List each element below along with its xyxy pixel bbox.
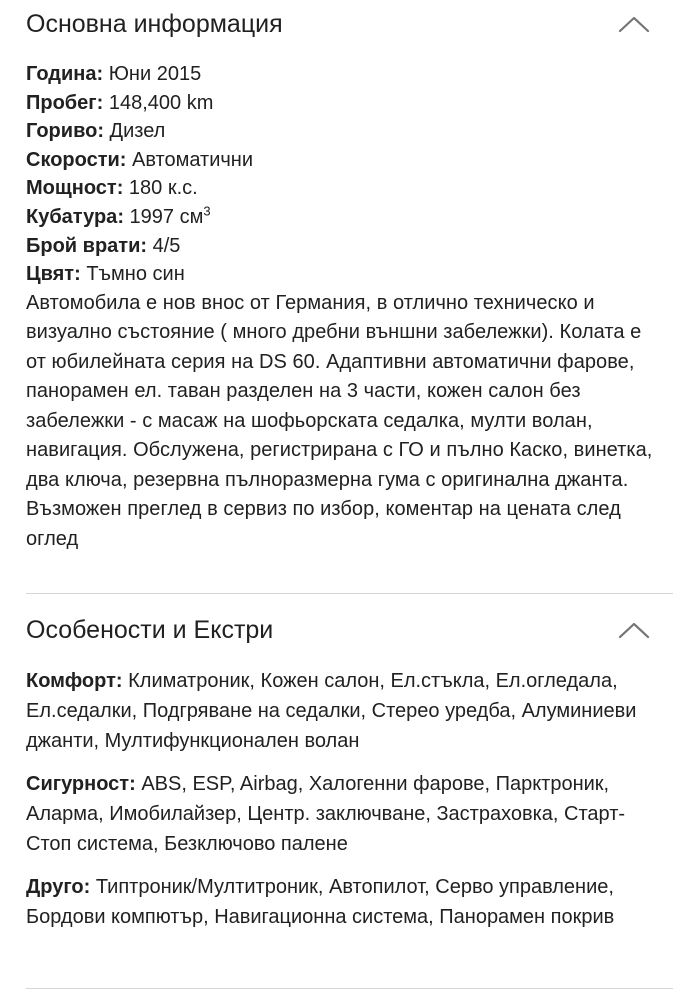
spec-year: Година: Юни 2015 (26, 63, 202, 85)
section-divider (26, 593, 673, 594)
spec-power: Мощност: 180 к.с. (26, 177, 198, 200)
extras-group-comfort: Комфорт: Климатроник, Кожен салон, Ел.стъкла, Ел.огледала, Ел.седалки, Подгряване на седалки, Стерео уредба, Алуминиеви джанти, Мултифункционален волан (26, 670, 637, 752)
extras-group-value: ABS, ESP, Airbag, Халогенни фарове, Парктроник, Аларма, Имобилайзер, Центр. заключване, Застраховка, Старт-Стоп система, Безключово палене (26, 773, 626, 855)
extras-title: Особености и Екстри (26, 615, 274, 644)
spec-label: Пробег (26, 91, 97, 114)
extras-group-value: Типтроник/Мултитроник, Автопилот, Серво управление, Бордови компютър, Навигационна система, Панорамен покрив (26, 876, 615, 928)
spec-value: 180 к.с. (128, 177, 198, 200)
extras-section (0, 606, 699, 945)
extras-group-label: Комфорт (26, 670, 116, 692)
spec-unit-superscript: 3 (203, 203, 211, 219)
extras-group-value: Климатроник, Кожен салон, Ел.стъкла, Ел.огледала, Ел.седалки, Подгряване на седалки, Стерео уредба, Алуминиеви джанти, Мултифункционален волан (26, 670, 637, 752)
extras-header[interactable] (26, 606, 673, 654)
spec-value: Дизел (109, 120, 166, 143)
extras-body (26, 666, 673, 932)
spec-value: Тъмно син (86, 263, 185, 286)
spec-label: Година (26, 63, 97, 85)
chevron-up-icon[interactable] (617, 14, 651, 34)
chevron-up-icon[interactable] (617, 620, 651, 640)
extras-group-label: Сигурност (26, 773, 130, 795)
spec-value: 4/5 (152, 234, 181, 257)
spec-value: Юни 2015 (108, 63, 202, 85)
spec-value: 148,400 km (108, 91, 214, 114)
spec-label: Гориво (26, 120, 98, 143)
listing-description: Автомобила е нов внос от Германия, в отлично техническо и визуално състояние ( много дребни външни забележки). Колата е от юбилейната серия на DS 60. Адаптивни автоматични фарове, панорамен ел. таван разделен на 3 части, кожен салон без забележки - с масаж на шофьорската седалка, мулти волан, навигация. Обслужена, регистрирана с ГО и пълно Каско, винетка, два ключа, резервна пълноразмерна гума с оригинална джанта. Възможен преглед в сервиз по избор, коментар на цената след оглед (26, 291, 653, 550)
spec-label: Кубатура (26, 205, 118, 228)
spec-fuel: Гориво: Дизел (26, 120, 166, 143)
spec-label: Скорости (26, 148, 120, 171)
spec-label: Мощност (26, 177, 117, 200)
basic-info-header[interactable] (26, 0, 673, 48)
spec-displacement: Кубатура: 1997 $см^3$ (26, 203, 211, 228)
spec-value: Автоматични (132, 148, 254, 171)
spec-label: Цвят (26, 263, 75, 286)
spec-doors: Брой врати: 4/5 (26, 234, 181, 257)
spec-label: Брой врати (26, 234, 141, 257)
extras-group-label: Друго (26, 876, 84, 898)
section-divider (26, 988, 673, 989)
extras-group-other: Друго: Типтроник/Мултитроник, Автопилот, Серво управление, Бордови компютър, Навигационна система, Панорамен покрив (26, 876, 615, 928)
basic-info-body (26, 60, 673, 554)
spec-gearbox: Скорости: Автоматични (26, 148, 254, 171)
spec-color: Цвят: Тъмно син (26, 263, 185, 286)
spec-value: 1997 см (129, 205, 204, 228)
extras-group-safety: Сигурност: ABS, ESP, Airbag, Халогенни фарове, Парктроник, Аларма, Имобилайзер, Центр. заключване, Застраховка, Старт-Стоп система, Безключово палене (26, 773, 626, 855)
spec-mileage: Пробег: 148,400 km (26, 91, 214, 114)
basic-info-title: Основна информация (26, 9, 283, 38)
